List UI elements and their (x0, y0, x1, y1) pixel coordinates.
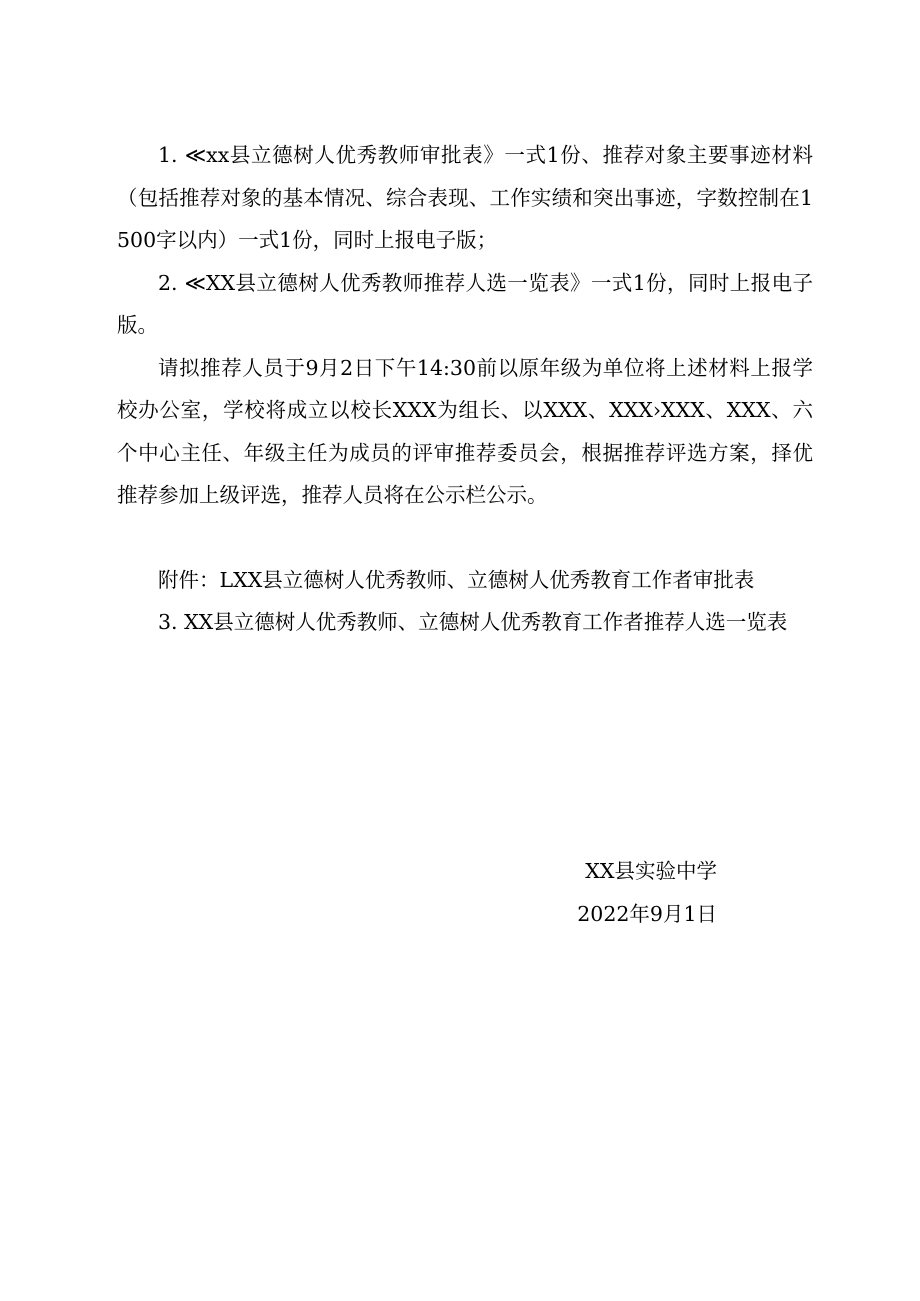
signature-date: 2022年9月1日 (577, 901, 717, 926)
requirement-item-2: 2. ≪XX县立德树人优秀教师推荐人选一览表》一式1份，同时上报电子版。 (117, 270, 813, 337)
submission-notice: 请拟推荐人员于9月2日下午14:30前以原年级为单位将上述材料上报学校办公室，学校将成立以校长XXX为组长、以XXX、XXX›XXX、XXX、六个中心主任、年级主任为成员的评审推荐委员会，根据推荐评选方案，择优推荐参加上级评选，推荐人员将在公示栏公示。 (117, 355, 813, 507)
requirement-item-1: 1. ≪xx县立德树人优秀教师审批表》一式1份、推荐对象主要事迹材料（包括推荐对象的基本情况、综合表现、工作实绩和突出事迹，字数控制在1500字以内）一式1份，同时上报电子版； (117, 143, 813, 252)
paragraph-spacer (117, 517, 813, 559)
signature-organization: XX县实验中学 (585, 859, 717, 883)
attachment-item-1: 附件：LXX县立德树人优秀教师、立德树人优秀教育工作者审批表 (158, 567, 755, 592)
signature-block (577, 850, 717, 935)
document-body (117, 134, 813, 644)
attachment-item-2: 3. XX县立德树人优秀教师、立德树人优秀教育工作者推荐人选一览表 (158, 610, 788, 634)
